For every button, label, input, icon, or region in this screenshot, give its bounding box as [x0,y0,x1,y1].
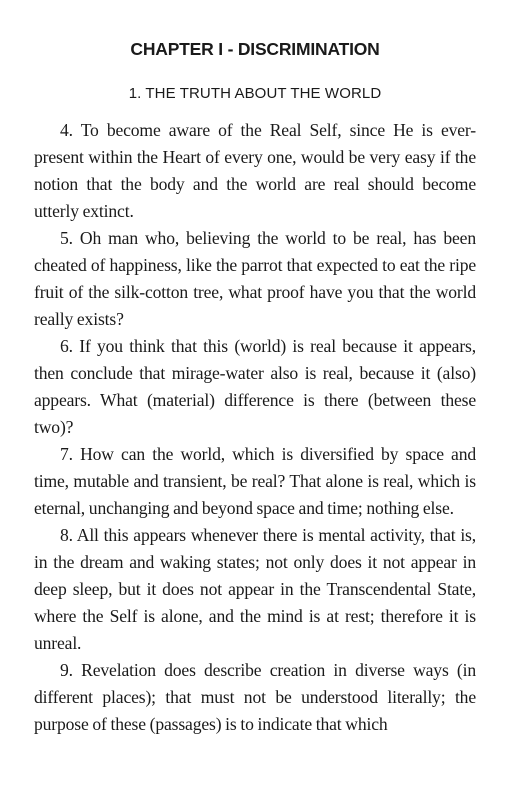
paragraph-7: 7. How can the world, which is diversified by space and time, mutable and transient, be real? That alone is real, which is eternal, unchanging and beyond space and time; nothing else. [34,444,476,518]
chapter-title: CHAPTER I - DISCRIMINATION [130,39,380,59]
paragraph-9: 9. Revelation does describe creation in diverse ways (in different places); that must not be understood literally; the purpose of these (passages) is to indicate that which [34,660,476,734]
paragraph-6: 6. If you think that this (world) is real because it appears, then conclude that mirage-water also is real, because it (also) appears. What (material) difference is there (between these two)? [34,336,476,437]
paragraph-5: 5. Oh man who, believing the world to be real, has been cheated of happiness, like the parrot that expected to eat the ripe fruit of the silk-cotton tree, what proof have you that the world really exists? [34,228,476,329]
paragraph-8: 8. All this appears whenever there is mental activity, that is, in the dream and waking states; not only does it not appear in deep sleep, but it does not appear in the Transcendental State, where the Self is alone, and the mind is at rest; therefore it is unreal. [34,525,476,653]
body-text [34,117,476,738]
paragraph-4: 4. To become aware of the Real Self, since He is ever-present within the Heart of every one, would be very easy if the notion that the body and the world are real should become utterly extinct. [34,120,476,221]
section-title: 1. THE TRUTH ABOUT THE WORLD [128,85,382,102]
